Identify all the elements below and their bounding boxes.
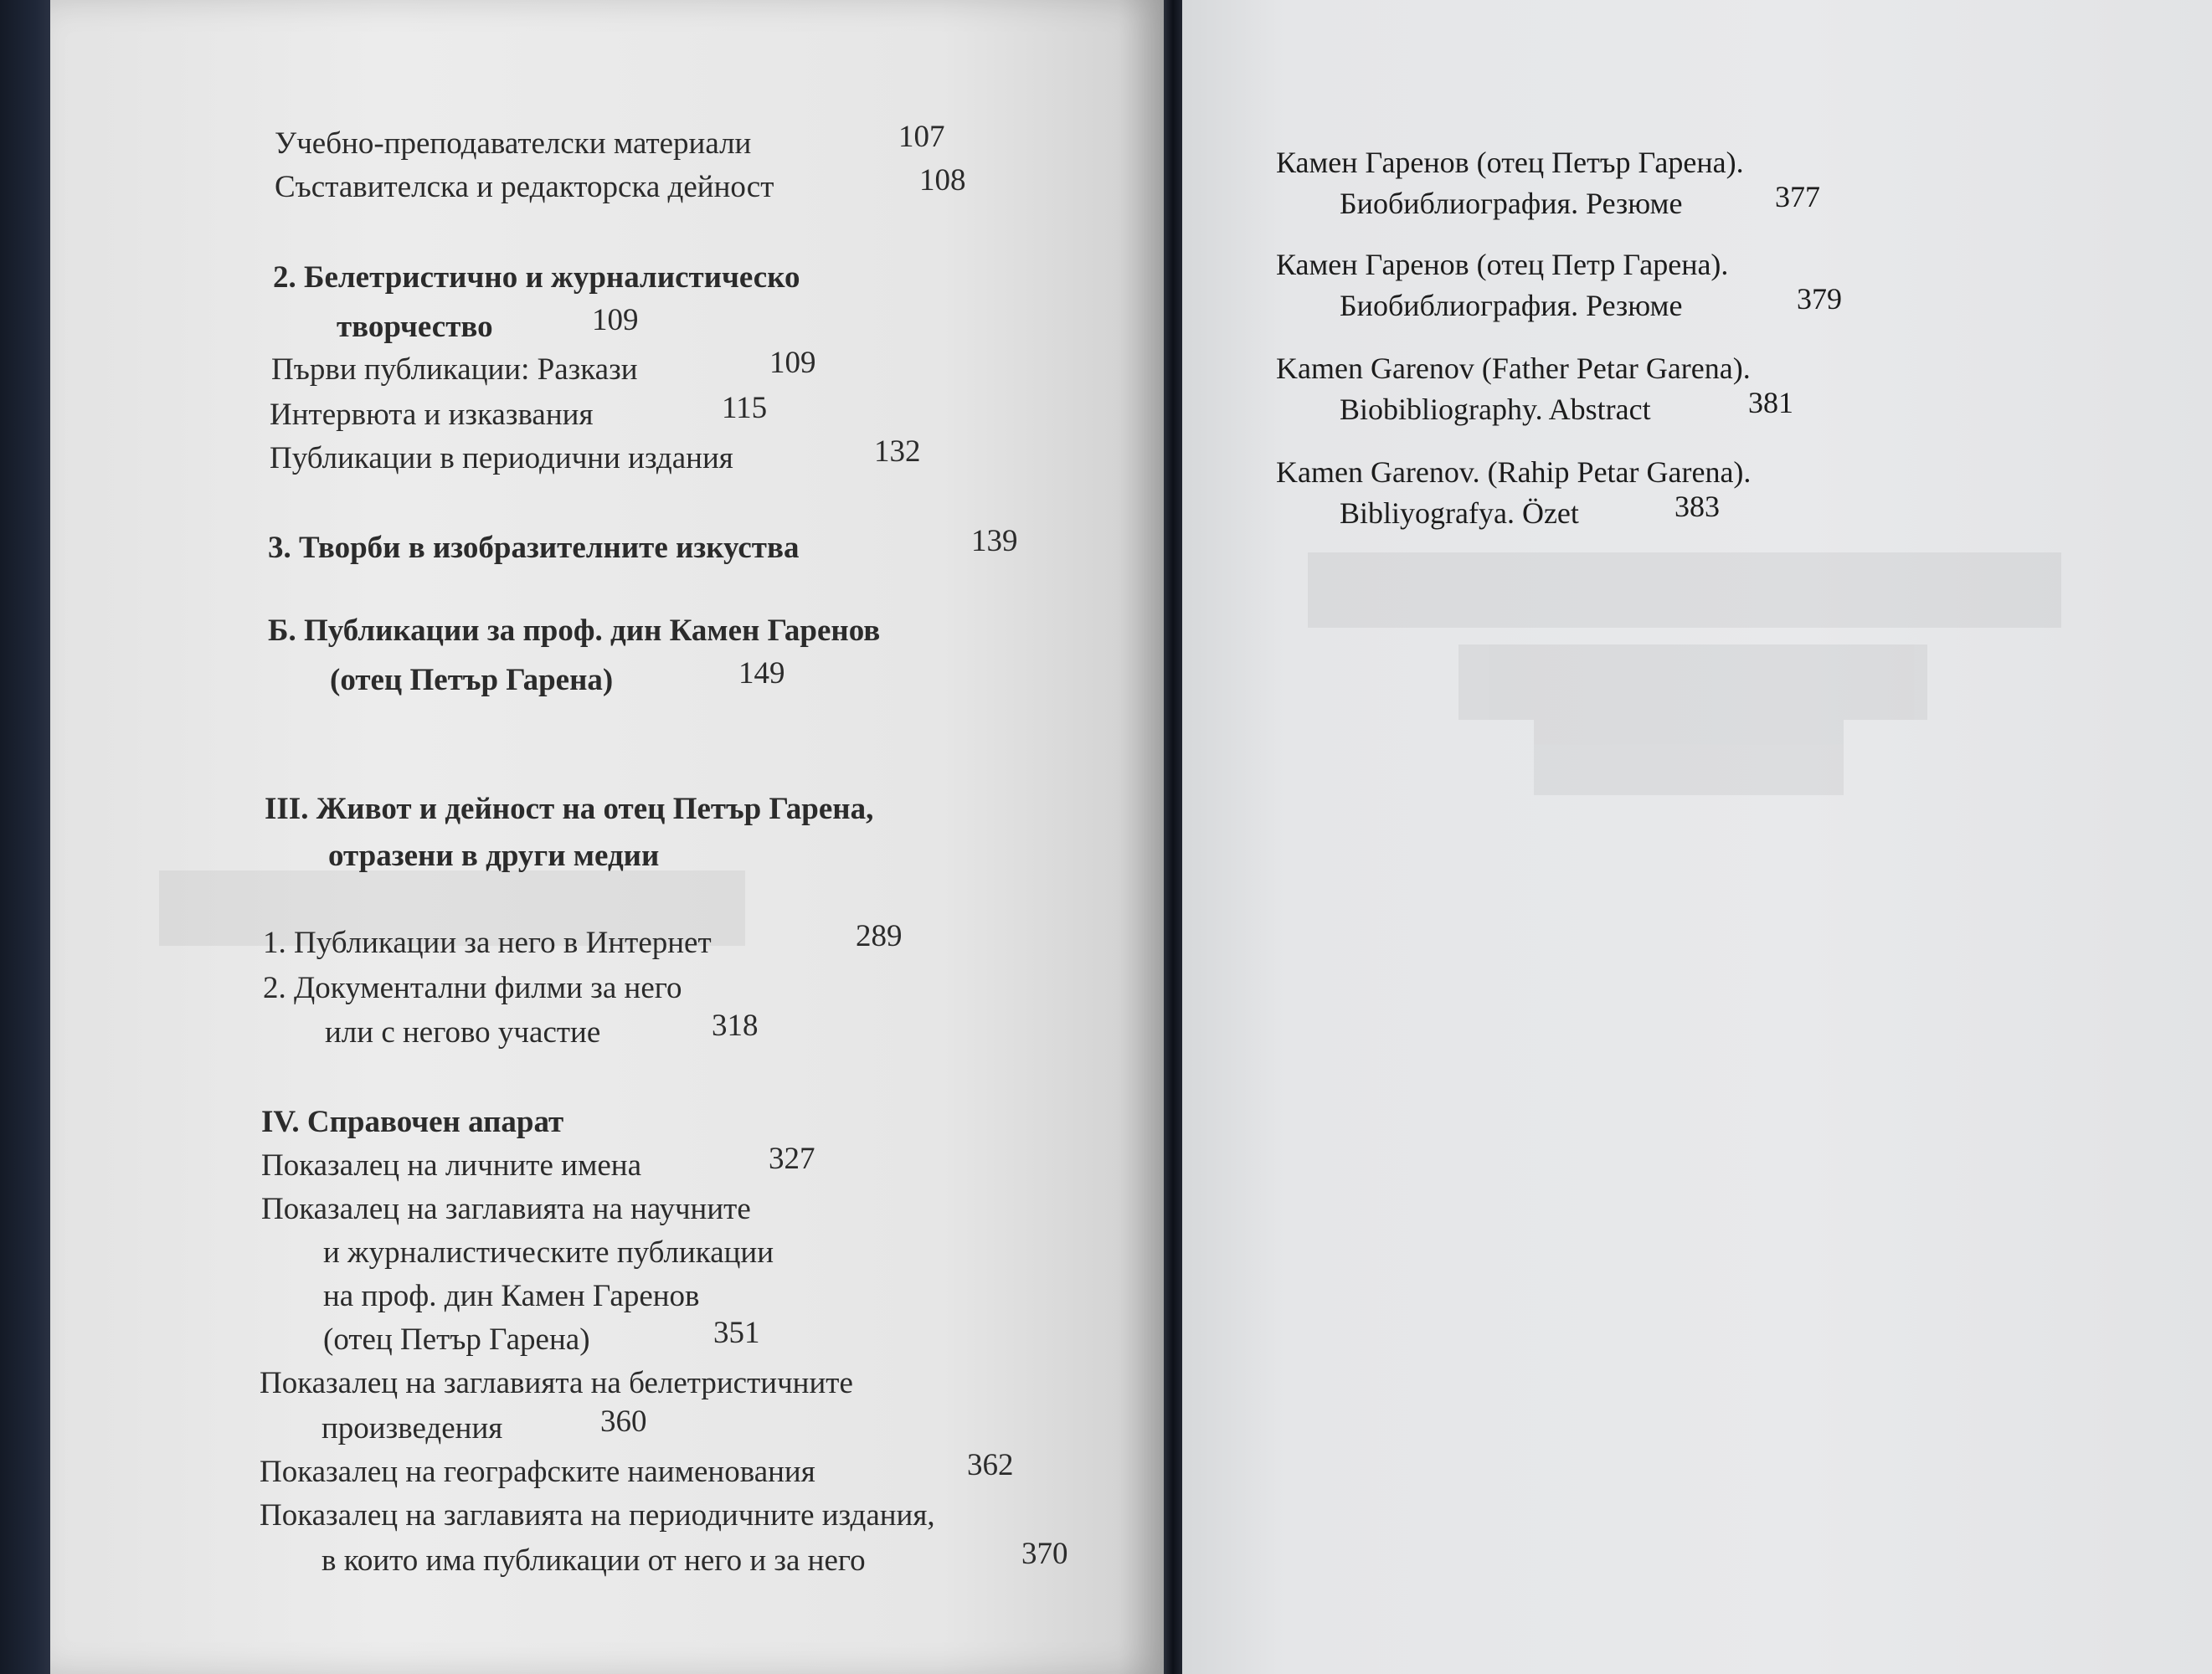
toc-page-number: 109 — [769, 346, 816, 380]
section-heading — [268, 524, 1018, 565]
toc-page-number: 381 — [1748, 386, 1793, 419]
toc-entry — [275, 163, 966, 204]
section-heading-text: творчество — [337, 310, 493, 344]
toc-entry — [271, 346, 816, 387]
toc-page-number: 107 — [898, 120, 945, 154]
section-heading-cont — [330, 656, 785, 697]
toc-page-number: 149 — [738, 656, 785, 691]
toc-entry-title: (отец Петър Гарена) — [323, 1322, 590, 1357]
toc-entry-title: Показалец на географските наименования — [260, 1455, 815, 1489]
toc-entry — [263, 919, 903, 960]
toc-entry: Показалец на заглавията на периодичните издания, — [260, 1498, 935, 1533]
section-heading-text: (отец Петър Гарена) — [330, 663, 614, 697]
toc-entry-title: Биобиблиография. Резюме — [1340, 289, 1683, 322]
toc-entry — [261, 1142, 815, 1183]
section-heading-cont: отразени в други медии — [328, 839, 660, 873]
toc-entry-cont — [1340, 180, 1820, 220]
toc-entry-title: или с негово участие — [325, 1015, 601, 1050]
toc-page-number: 362 — [967, 1448, 1014, 1482]
toc-page-number: 327 — [769, 1142, 815, 1176]
toc-entry-title: Учебно-преподавателски материали — [275, 126, 752, 161]
toc-entry — [270, 391, 768, 432]
toc-entry: 2. Документални филми за него — [263, 971, 682, 1005]
toc-entry: Показалец на заглавията на белетристичните — [260, 1366, 853, 1400]
toc-entry-title: 1. Публикации за него в Интернет — [263, 926, 712, 960]
toc-page-number: 139 — [971, 524, 1018, 558]
toc-entry — [260, 1448, 1014, 1489]
toc-entry-cont — [322, 1404, 647, 1445]
toc-entry: Камен Гаренов (отец Петър Гарена). — [1276, 146, 1744, 179]
toc-entry-title: Първи публикации: Разкази — [271, 352, 638, 387]
toc-entry: Камен Гаренов (отец Петр Гарена). — [1276, 248, 1729, 281]
toc-entry: Показалец на заглавията на научните — [261, 1192, 751, 1226]
toc-entry-cont — [323, 1316, 760, 1357]
toc-page-number: 379 — [1797, 282, 1842, 316]
toc-page-number: 383 — [1674, 490, 1720, 523]
book-gutter — [1164, 0, 1182, 1674]
toc-page-number: 115 — [722, 391, 768, 425]
section-heading-cont — [337, 303, 639, 344]
toc-page-number: 360 — [600, 1404, 647, 1439]
toc-page-number: 132 — [874, 434, 921, 469]
toc-page-number: 377 — [1775, 180, 1820, 213]
toc-entry: Kamen Garenov (Father Petar Garena). — [1276, 352, 1751, 385]
toc-page-number: 351 — [713, 1316, 760, 1350]
toc-entry-cont: на проф. дин Камен Гаренов — [323, 1279, 700, 1313]
toc-entry-cont — [325, 1009, 759, 1050]
section-heading: IV. Справочен апарат — [261, 1105, 564, 1139]
section-heading: III. Живот и дейност на отец Петър Гарена, — [265, 792, 874, 826]
book-cover-edge — [0, 0, 50, 1674]
toc-page-number: 108 — [919, 163, 966, 198]
toc-entry — [275, 120, 945, 161]
toc-page-number: 318 — [712, 1009, 759, 1043]
toc-page-number: 370 — [1021, 1537, 1068, 1571]
toc-entry-cont — [1340, 282, 1842, 322]
toc-entry-title: в които има публикации от него и за него — [322, 1543, 866, 1578]
section-heading: Б. Публикации за проф. дин Камен Гаренов — [268, 614, 881, 648]
toc-entry: Kamen Garenov. (Rahip Petar Garena). — [1276, 455, 1752, 489]
toc-entry-title: Bibliyografya. Özet — [1340, 496, 1579, 530]
toc-entry-title: произведения — [322, 1411, 503, 1445]
toc-entry-title: Биобиблиография. Резюме — [1340, 187, 1683, 220]
toc-entry-title: Съставителска и редакторска дейност — [275, 170, 774, 204]
toc-entry-title: Публикации в периодични издания — [270, 441, 733, 475]
section-heading: 2. Белетристично и журналистическо — [273, 260, 800, 295]
toc-entry-title: Показалец на личните имена — [261, 1148, 642, 1183]
toc-entry-cont: и журналистическите публикации — [323, 1235, 774, 1270]
section-heading-text: 3. Творби в изобразителните изкуства — [268, 531, 800, 565]
toc-entry — [270, 434, 921, 475]
toc-entry-title: Biobibliography. Abstract — [1340, 393, 1651, 426]
toc-entry-title: Интервюта и изказвания — [270, 398, 594, 432]
toc-page-number: 289 — [856, 919, 903, 953]
toc-entry-cont — [1340, 386, 1793, 426]
toc-entry-cont — [322, 1537, 1068, 1578]
toc-entry-cont — [1340, 490, 1720, 530]
toc-page-number: 109 — [592, 303, 639, 337]
